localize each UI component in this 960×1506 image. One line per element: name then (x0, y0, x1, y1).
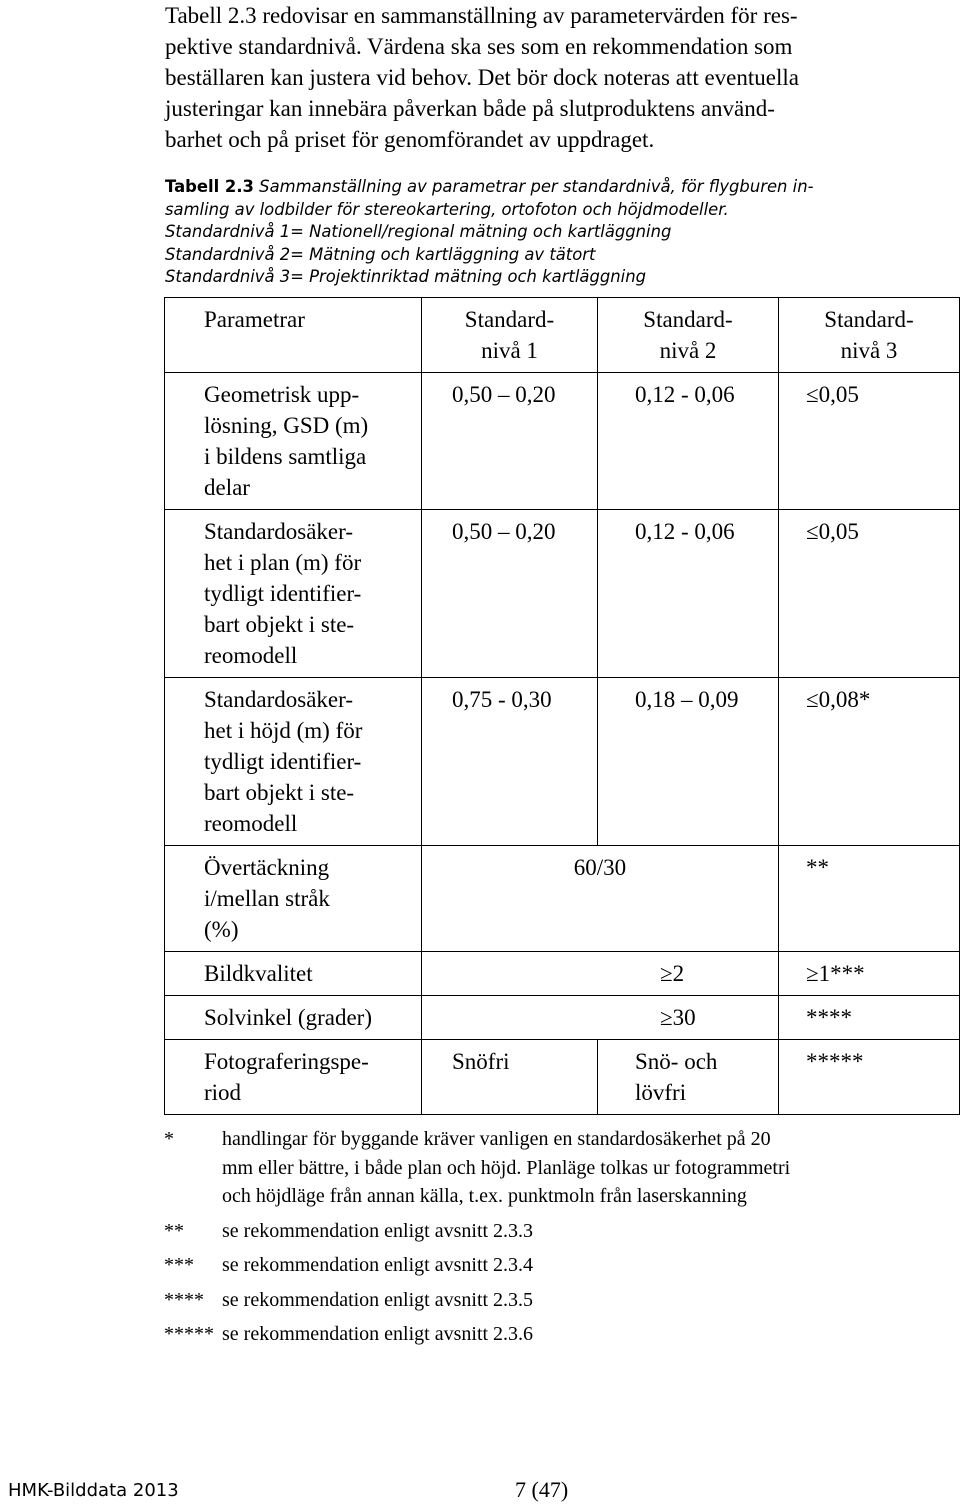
row-param: Fotograferingspe- riod (165, 1040, 422, 1115)
table-row (165, 1040, 960, 1115)
footnote (164, 1286, 944, 1315)
footer-page-number: 7 (47) (515, 1477, 569, 1502)
header-level-2: Standard- nivå 2 (598, 298, 779, 373)
intro-line: beställaren kan justera vid behov. Det bör dock noteras att eventuella (165, 65, 799, 90)
caption-label: Tabell 2.3 (165, 177, 254, 196)
footnote-mark: **** (164, 1288, 204, 1311)
footnote (164, 1251, 944, 1280)
footnote (164, 1320, 944, 1349)
intro-paragraph (165, 0, 935, 155)
cell-level-2: 0,12 - 0,06 (598, 373, 779, 510)
row-param: Standardosäker- het i plan (m) för tydligt identifier- bart objekt i ste- reomodell (165, 510, 422, 678)
cell-level-3: **** (779, 996, 960, 1040)
footnote (164, 1125, 944, 1211)
cell-level-3: ** (779, 846, 960, 952)
table-row (165, 510, 960, 678)
footnote-mark: ** (164, 1219, 184, 1242)
footer-document-title: HMK-Bilddata 2013 (8, 1480, 179, 1501)
cell-level-1: 0,75 - 0,30 (422, 678, 598, 846)
cell-level-3: ≤0,05 (779, 373, 960, 510)
table-row (165, 373, 960, 510)
cell-level-3: ≤0,08* (779, 678, 960, 846)
caption-line: Standardnivå 3= Projektinriktad mätning och kartläggning (165, 267, 647, 286)
table-header-row (165, 298, 960, 373)
cell-level-1-2: ≥30 (422, 996, 779, 1040)
footnote-text: se rekommendation enligt avsnitt 2.3.5 (222, 1288, 534, 1311)
cell-level-3: ≤0,05 (779, 510, 960, 678)
header-level-1: Standard- nivå 1 (422, 298, 598, 373)
cell-level-1: 0,50 – 0,20 (422, 510, 598, 678)
footnote-text: se rekommendation enligt avsnitt 2.3.4 (222, 1254, 534, 1276)
table-row (165, 678, 960, 846)
cell-level-1: Snöfri (422, 1040, 598, 1115)
footnotes (164, 1125, 944, 1355)
table-row (165, 996, 960, 1040)
header-level-3: Standard- nivå 3 (779, 298, 960, 373)
footnote-text: mm eller bättre, i både plan och höjd. Planläge tolkas ur fotogrammetri (222, 1156, 791, 1179)
caption-line: Standardnivå 1= Nationell/regional mätning och kartläggning (165, 222, 672, 241)
cell-level-1-2: ≥2 (422, 952, 779, 996)
intro-line: Tabell 2.3 redovisar en sammanställning av parametervärden för res- (165, 3, 798, 28)
row-param: Geometrisk upp- lösning, GSD (m) i bildens samtliga delar (165, 373, 422, 510)
intro-line: pektive standardnivå. Värdena ska ses som en rekommendation som (165, 34, 793, 59)
header-param: Parametrar (165, 298, 422, 373)
row-param: Bildkvalitet (165, 952, 422, 996)
table-caption (165, 176, 925, 289)
cell-level-3: ≥1*** (779, 952, 960, 996)
intro-line: justeringar kan innebära påverkan både på slutproduktens använd- (165, 96, 775, 121)
footnote-text: och höjdläge från annan källa, t.ex. punktmoln från laserskanning (222, 1185, 747, 1207)
cell-level-1-2: 60/30 (422, 846, 779, 952)
intro-line: barhet och på priset för genomförandet av uppdraget. (165, 127, 655, 152)
parameter-table (164, 297, 960, 1115)
table-row (165, 846, 960, 952)
footnote-text: se rekommendation enligt avsnitt 2.3.6 (222, 1323, 534, 1345)
footnote-mark: * (164, 1128, 174, 1150)
footnote-mark: ***** (164, 1323, 214, 1345)
cell-level-2: 0,18 – 0,09 (598, 678, 779, 846)
footnote (164, 1217, 944, 1246)
caption-line: Standardnivå 2= Mätning och kartläggning av tätort (165, 244, 596, 264)
footnote-text: handlingar för byggande kräver vanligen en standardosäkerhet på 20 (222, 1128, 771, 1150)
cell-level-2: 0,12 - 0,06 (598, 510, 779, 678)
cell-level-1: 0,50 – 0,20 (422, 373, 598, 510)
row-param: Standardosäker- het i höjd (m) för tydligt identifier- bart objekt i ste- reomodell (165, 678, 422, 846)
table-row (165, 952, 960, 996)
footnote-mark: *** (164, 1254, 194, 1276)
footnote-text: se rekommendation enligt avsnitt 2.3.3 (222, 1219, 534, 1242)
row-param: Solvinkel (grader) (165, 996, 422, 1040)
row-param: Övertäckning i/mellan stråk (%) (165, 846, 422, 952)
caption-line: samling av lodbilder för stereokartering, ortofoton och höjdmodeller. (165, 199, 729, 219)
cell-level-2: Snö- och lövfri (598, 1040, 779, 1115)
caption-line: Sammanställning av parametrar per standardnivå, för flygburen in- (253, 177, 814, 196)
cell-level-3: ***** (779, 1040, 960, 1115)
